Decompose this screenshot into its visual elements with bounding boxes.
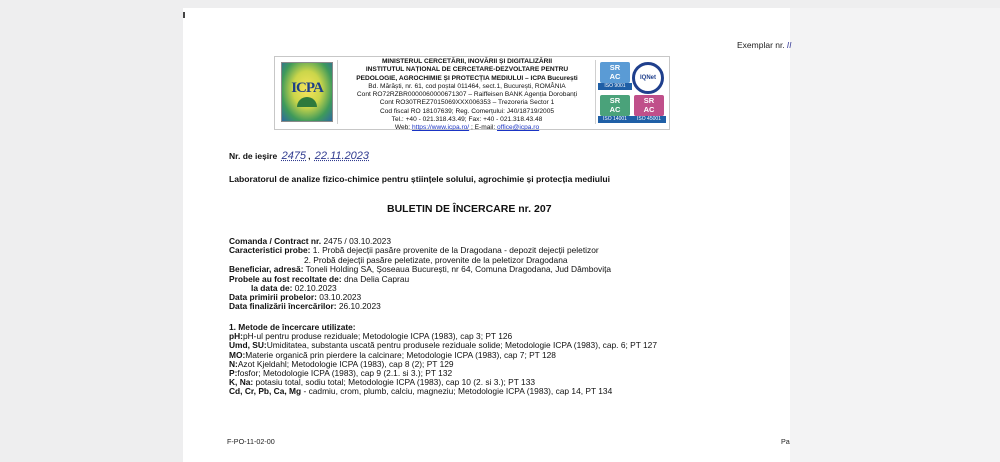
institute-address: Bd. Mărăști, nr. 61, cod poștal 011464, sect.1, București, ROMÂNIA [368, 82, 566, 90]
method-key: K, Na: [229, 377, 254, 387]
exemplar-value: II [786, 40, 792, 50]
logo-text: ICPA [291, 80, 323, 96]
contract-value: 2475 / 03.10.2023 [323, 236, 391, 246]
method-text: potasiu total, sodiu total; Metodologie ICPA (1983), cap 10 (2. si 3.); PT 133 [253, 377, 536, 387]
institute-name-2: PEDOLOGIE, AGROCHIMIE ȘI PROTECȚIA MEDIULUI – ICPA București [356, 74, 578, 82]
exit-number: Nr. de ieșire 2475 , 22.11.2023 [229, 150, 370, 162]
exit-date-value: 22.11.2023 [314, 150, 370, 162]
header-divider [595, 60, 596, 124]
website-link[interactable]: https://www.icpa.ro/ [411, 124, 470, 132]
cert-label: ISO 14001 [598, 116, 632, 123]
beneficiary-value: Toneli Holding SA, Șoseaua București, nr 64, Comuna Dragodana, Jud Dâmbovița [305, 264, 612, 274]
method-text: Azot Kjeldahl; Metodologie ICPA (1983), cap 8 (2); PT 129 [237, 359, 454, 369]
method-key: N: [229, 359, 238, 369]
received-date-label: Data primirii probelor: [229, 292, 317, 302]
phone-fax: Tel.: +40 - 021.318.43.49; Fax: +40 - 021.318.43.48 [391, 116, 543, 124]
exemplar-label: Exemplar nr. [737, 40, 785, 50]
email-link[interactable]: office@icpa.ro [497, 124, 540, 132]
completion-date-line [229, 301, 381, 311]
cert-mark [634, 95, 664, 116]
completion-date-label: Data finalizării încercărilor: [229, 301, 337, 311]
sampled-by-label: Probele au fost recoltate de: [229, 274, 342, 284]
contract-label: Comanda / Contract nr. [229, 236, 322, 246]
exit-number-value: 2475 [281, 150, 307, 162]
form-code: F-PO-11-02-00 [227, 437, 275, 446]
ministry-name: MINISTERUL CERCETĂRII, INOVĂRII ȘI DIGITALIZĂRII [381, 58, 553, 65]
characteristics-label: Caracteristici probe: [229, 245, 311, 255]
institute-name-1: INSTITUTUL NAȚIONAL DE CERCETARE-DEZVOLTARE PENTRU [365, 66, 569, 74]
page-margin [790, 8, 1000, 462]
sampling-date-label: la data de: [251, 283, 293, 293]
characteristic-1: 1. Probă dejecții pasăre provenite de la Dragodana - depozit dejecții peletizor [312, 245, 599, 255]
beneficiary-label: Beneficiar, adresă: [229, 264, 304, 274]
methods-heading-text: 1. Metode de încercare utilizate: [229, 322, 356, 332]
cert-mid: AC [609, 105, 621, 114]
cert-label: ISO 9001 [598, 83, 632, 90]
method-text: - cadmiu, crom, plumb, calciu, magneziu; Metodologie ICPA (1983), cap 14, PT 134 [301, 386, 613, 396]
method-text: pH-ul pentru produse reziduale; Metodologie ICPA (1983), cap 3; PT 126 [242, 331, 513, 341]
received-date-value: 03.10.2023 [319, 292, 362, 302]
completion-date-value: 26.10.2023 [338, 301, 381, 311]
page-indicator: Pa [781, 437, 790, 446]
document-title: BULETIN DE ÎNCERCARE nr. 207 [387, 203, 552, 215]
iqnet-badge: IQNet [632, 62, 664, 94]
institute-info [342, 58, 592, 133]
method-key: MO: [229, 350, 246, 360]
method-key: Umd, SU: [229, 340, 267, 350]
cert-mid: AC [609, 72, 621, 81]
icpa-logo [281, 62, 333, 122]
cert-badge-iso9001 [598, 62, 632, 90]
method-text: Umiditatea, substanta uscată pentru produsele reziduale solide; Metodologie ICPA (1983), cap. 6; PT 127 [266, 340, 657, 350]
cert-top: SR [609, 96, 621, 105]
cert-top: SR [609, 63, 621, 72]
method-key: pH: [229, 331, 243, 341]
sample-characteristics-line [229, 245, 599, 255]
exit-number-label: Nr. de ieșire [229, 151, 278, 161]
exemplar-number [737, 40, 791, 50]
laboratory-name: Laboratorul de analize fizico-chimice pentru științele solului, agrochimie și protecția mediului [229, 174, 611, 184]
cert-mark [600, 62, 630, 83]
method-key: Cd, Cr, Pb, Ca, Mg [229, 386, 302, 396]
method-text: Materie organică prin pierdere la calcinare; Metodologie ICPA (1983), cap 7; PT 128 [245, 350, 556, 360]
sampling-date-value: 02.10.2023 [294, 283, 337, 293]
cert-top: SR [643, 96, 655, 105]
cert-mark [600, 95, 630, 116]
header-divider [337, 60, 338, 124]
email-label: ; E-mail: [470, 124, 496, 132]
sampled-by-value: dna Delia Caprau [343, 274, 410, 284]
bank-account-2: Cont RO30TREZ7015069XXX006353 – Trezoreria Sector 1 [379, 99, 555, 107]
cert-mid: AC [643, 105, 655, 114]
logo-emblem [297, 97, 317, 107]
method-text: fosfor; Metodologie ICPA (1983), cap 9 (2.1. si 3.); PT 132 [237, 368, 453, 378]
page-corner-mark [183, 12, 185, 18]
cert-badge-iso14001 [598, 95, 632, 123]
beneficiary-line [229, 264, 611, 274]
method-key: P: [229, 368, 238, 378]
cert-badge-iso45001 [632, 95, 666, 123]
bank-account-1: Cont RO72RZBR0000060000671307 – Raiffeisen BANK Agenția Dorobanți [356, 91, 578, 99]
cert-label: ISO 45001 [632, 116, 666, 123]
method-item [229, 340, 657, 350]
characteristic-2: 2. Probă dejecții pasăre peletizate, provenite de la peletizor Dragodana [304, 255, 568, 265]
method-item [229, 386, 612, 396]
web-label: Web: [394, 124, 411, 132]
web-email-line [342, 124, 592, 132]
fiscal-code: Cod fiscal RO 18107639; Reg. Comerțului: J40/18719/2005 [379, 107, 555, 115]
